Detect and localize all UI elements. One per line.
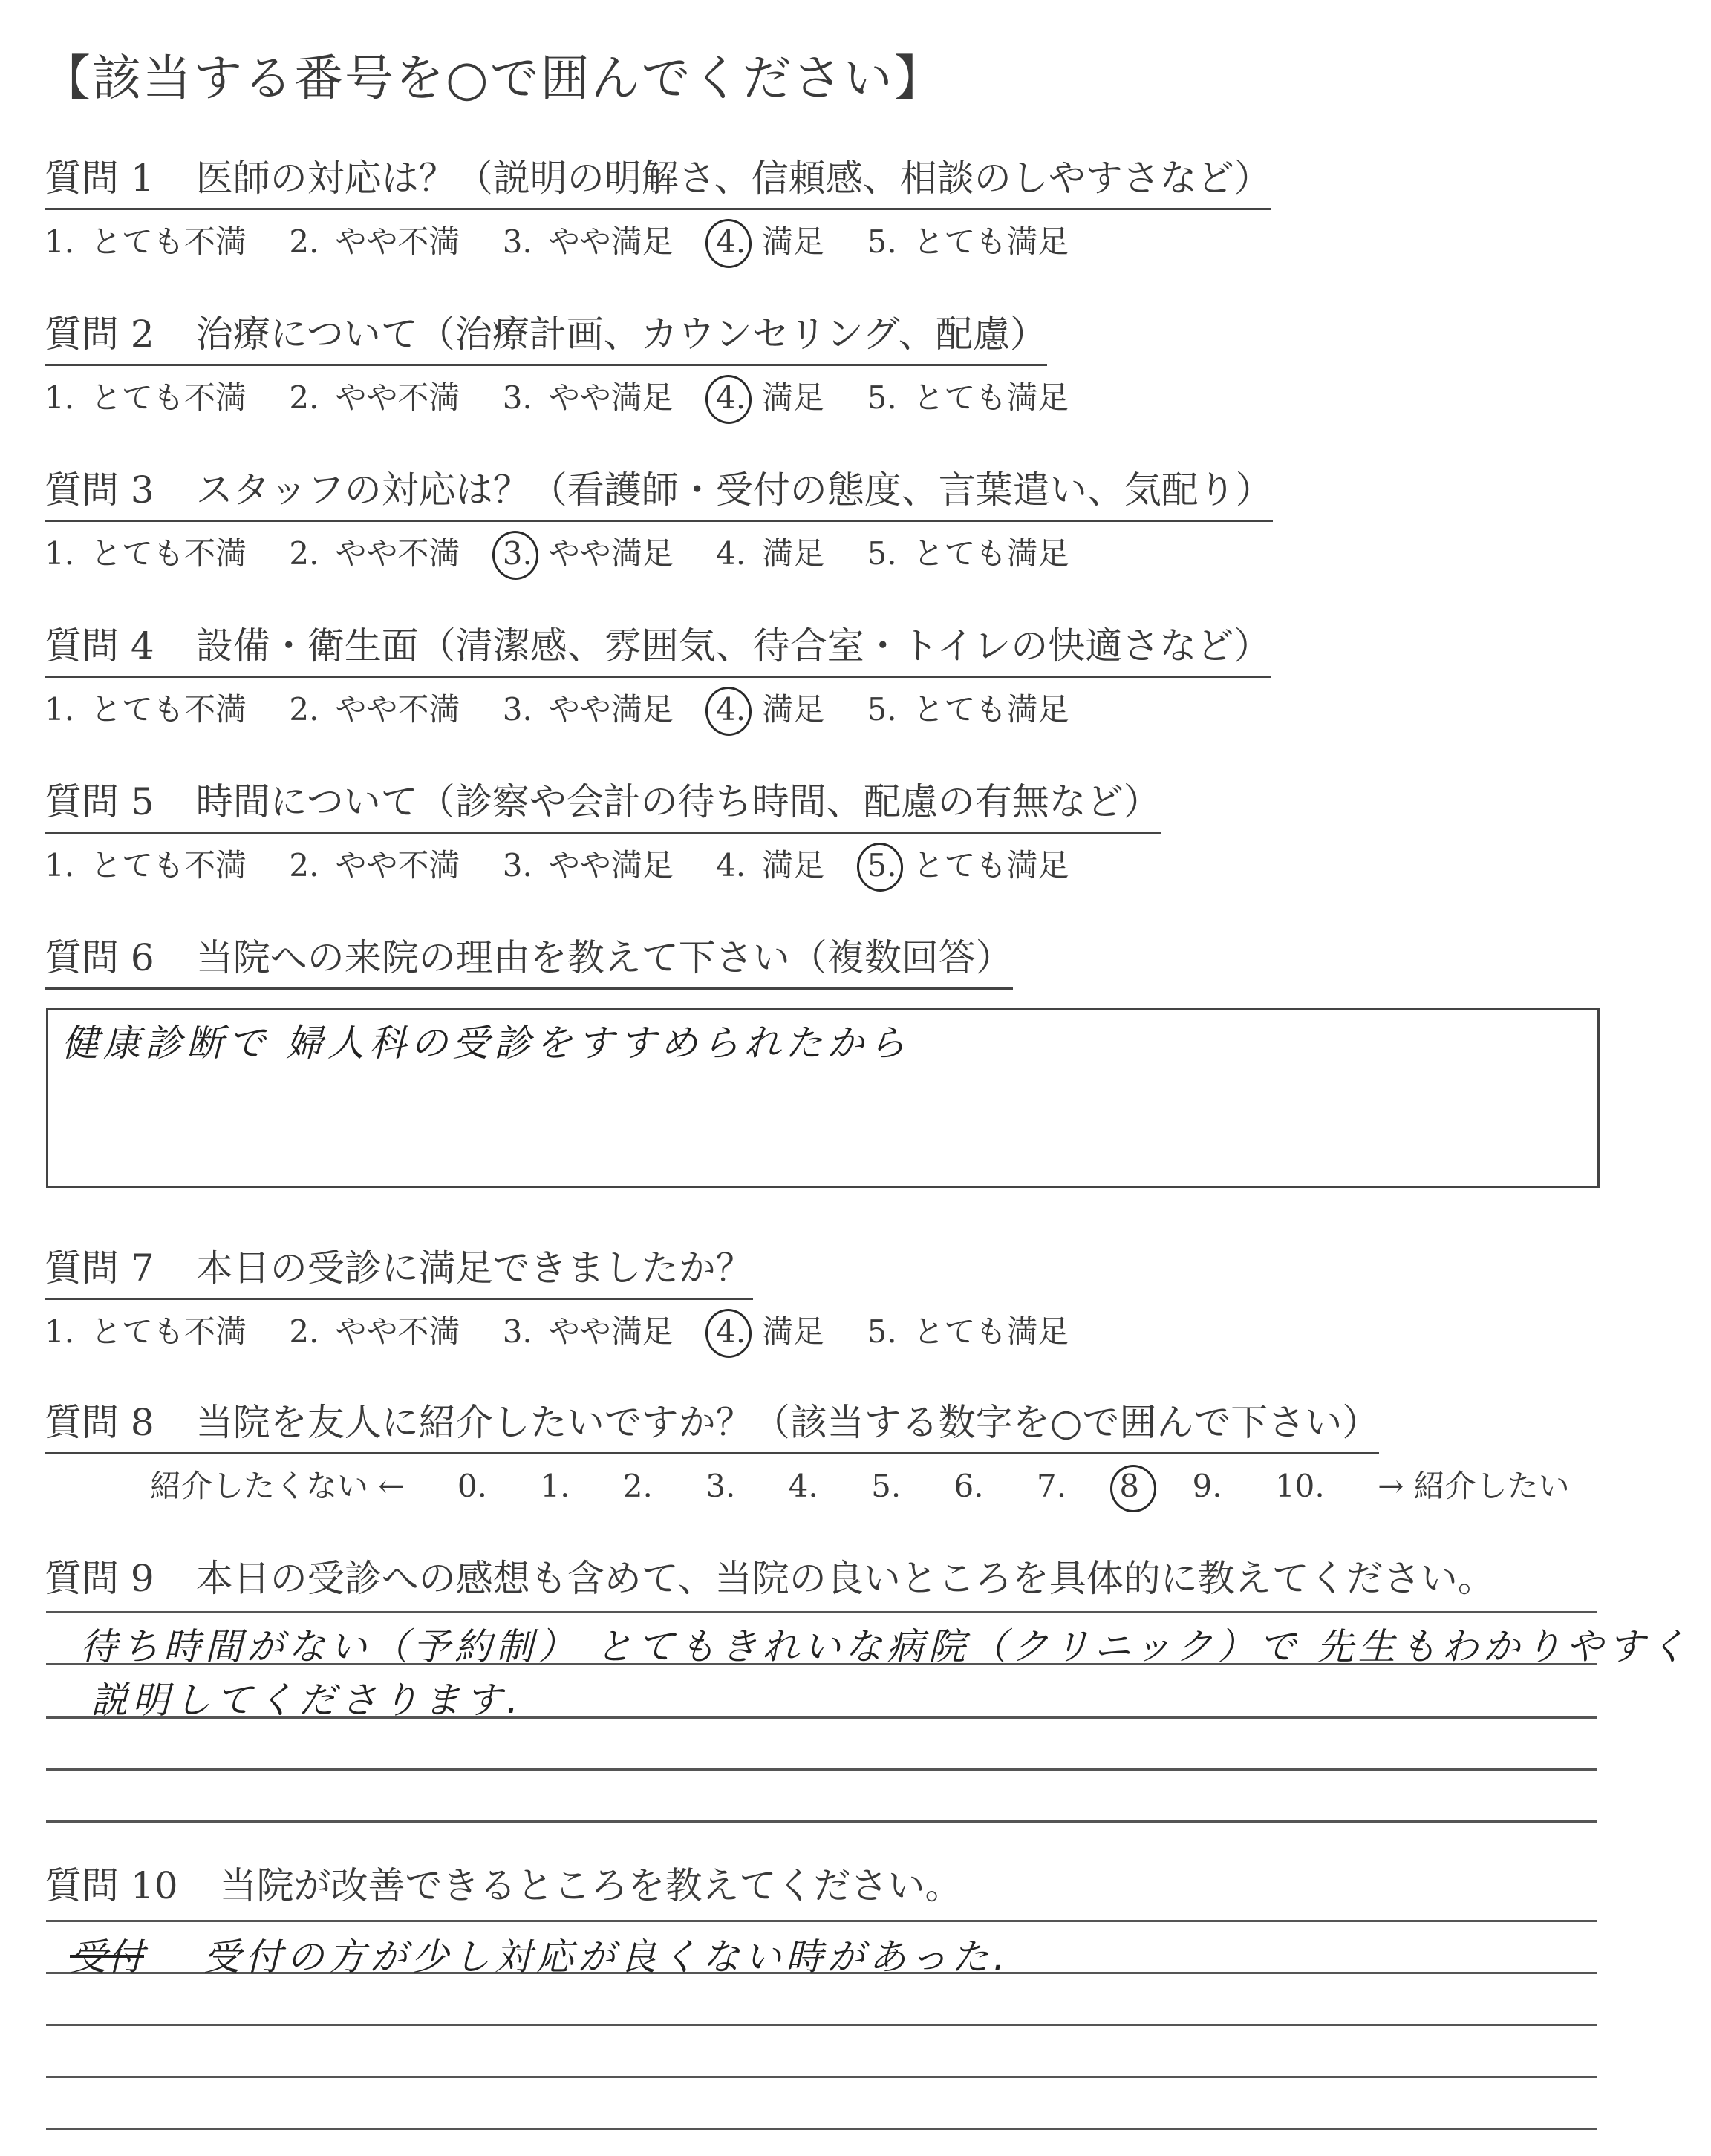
question-number: 質問 3 [45, 468, 154, 512]
handwritten-answer-line-2: 説明してくださります. [91, 1679, 523, 1722]
option-5-circled[interactable]: 5. とても満足 [867, 847, 1069, 883]
answer-options [45, 529, 1273, 574]
option-4-circled[interactable]: 4. 満足 [716, 1313, 825, 1350]
struck-out-text: 受付 [70, 1927, 144, 1981]
scale-6[interactable]: 6. [954, 1468, 984, 1504]
option-3[interactable]: 3. やや満足 [502, 223, 674, 260]
option-5[interactable]: 5. とても満足 [867, 379, 1069, 416]
option-2[interactable]: 2. やや不満 [289, 379, 460, 416]
question-3 [45, 460, 1273, 574]
option-5[interactable]: 5. とても満足 [867, 535, 1069, 572]
option-4-circled[interactable]: 4. 満足 [716, 223, 825, 260]
question-text: 当院が改善できるところを教えてください。 [219, 1864, 962, 1907]
question-text: 当院への来院の理由を教えて下さい（複数回答） [195, 936, 1013, 979]
option-1[interactable]: 1. とても不満 [45, 1313, 247, 1350]
answer-line [46, 1820, 1597, 1823]
question-number: 質問 7 [45, 1247, 154, 1290]
question-number: 質問 9 [45, 1557, 154, 1600]
option-1[interactable]: 1. とても不満 [45, 847, 247, 883]
scale-5[interactable]: 5. [871, 1468, 902, 1504]
scale-4[interactable]: 4. [788, 1468, 818, 1504]
answer-line [46, 2024, 1597, 2026]
option-1[interactable]: 1. とても不満 [45, 223, 247, 260]
option-2[interactable]: 2. やや不満 [289, 691, 460, 728]
option-4[interactable]: 4. 満足 [716, 847, 825, 883]
scale-9[interactable]: 9. [1192, 1468, 1222, 1504]
recommend-scale [45, 1462, 1613, 1506]
option-2[interactable]: 2. やや不満 [289, 535, 460, 572]
question-text: 治療について（治療計画、カウンセリング、配慮） [195, 313, 1047, 356]
scale-7[interactable]: 7. [1036, 1468, 1067, 1504]
scale-left-label: 紹介したくない ← [150, 1468, 405, 1504]
scale-right-label: → 紹介したい [1378, 1468, 1570, 1504]
question-text: スタッフの対応は？（看護師・受付の態度、言葉遣い、気配り） [195, 468, 1273, 512]
question-7 [45, 1238, 1102, 1352]
option-3-circled[interactable]: 3. やや満足 [502, 535, 674, 572]
scale-3[interactable]: 3. [705, 1468, 736, 1504]
question-2 [45, 304, 1102, 418]
option-2[interactable]: 2. やや不満 [289, 1313, 460, 1350]
question-1 [45, 148, 1271, 262]
option-2[interactable]: 2. やや不満 [289, 847, 460, 883]
answer-options [45, 1307, 1102, 1352]
option-4-circled[interactable]: 4. 満足 [716, 379, 825, 416]
option-1[interactable]: 1. とても不満 [45, 535, 247, 572]
question-6 [45, 928, 1013, 990]
handwritten-answer: 健康診断で 婦人科の受診をすすめられたから [62, 1022, 910, 1065]
handwritten-answer [70, 1927, 1009, 1981]
question-number: 質問 1 [45, 157, 154, 200]
question-text: 医師の対応は？（説明の明解さ、信頼感、相談のしやすさなど） [195, 157, 1271, 200]
answer-box[interactable] [46, 1008, 1600, 1188]
option-4-circled[interactable]: 4. 満足 [716, 691, 825, 728]
question-4 [45, 616, 1271, 730]
question-number: 質問 4 [45, 624, 154, 667]
question-text: 設備・衛生面（清潔感、雰囲気、待合室・トイレの快適さなど） [195, 624, 1271, 667]
answer-options [45, 218, 1271, 262]
question-text: 本日の受診への感想も含めて、当院の良いところを具体的に教えてください。 [195, 1557, 1495, 1600]
scale-10[interactable]: 10. [1274, 1468, 1325, 1504]
question-9 [45, 1549, 1495, 1608]
answer-options [45, 373, 1102, 418]
question-5 [45, 772, 1161, 886]
option-4[interactable]: 4. 満足 [716, 535, 825, 572]
option-3[interactable]: 3. やや満足 [502, 379, 674, 416]
question-number: 質問 2 [45, 313, 154, 356]
form-instruction: 【該当する番号を○で囲んでください】 [42, 50, 945, 107]
option-2[interactable]: 2. やや不満 [289, 223, 460, 260]
answer-options [45, 685, 1271, 730]
question-10 [45, 1856, 962, 1915]
answer-line [46, 2076, 1597, 2078]
question-number: 質問 5 [45, 780, 154, 823]
answer-line [46, 1768, 1597, 1771]
scale-2[interactable]: 2. [622, 1468, 653, 1504]
option-5[interactable]: 5. とても満足 [867, 691, 1069, 728]
answer-line [46, 1920, 1597, 1922]
handwritten-answer-text: 受付の方が少し対応が良くない時があった. [203, 1936, 1010, 1979]
option-3[interactable]: 3. やや満足 [502, 1313, 674, 1350]
question-text: 時間について（診察や会計の待ち時間、配慮の有無など） [195, 780, 1161, 823]
option-5[interactable]: 5. とても満足 [867, 1313, 1069, 1350]
question-number: 質問 6 [45, 936, 154, 979]
answer-options [45, 841, 1161, 886]
handwritten-answer-line-1: 待ち時間がない（予約制） とてもきれいな病院（クリニック）で 先生もわかりやすく [80, 1625, 1691, 1668]
answer-line [46, 2128, 1597, 2130]
question-number: 質問 10 [45, 1864, 178, 1907]
question-text: 当院を友人に紹介したいですか？（該当する数字を○で囲んで下さい） [195, 1401, 1380, 1444]
scale-8-circled[interactable]: 8 [1119, 1468, 1140, 1504]
option-5[interactable]: 5. とても満足 [867, 223, 1069, 260]
question-8 [45, 1393, 1613, 1506]
answer-line [46, 1611, 1597, 1613]
question-number: 質問 8 [45, 1401, 154, 1444]
option-1[interactable]: 1. とても不満 [45, 691, 247, 728]
option-3[interactable]: 3. やや満足 [502, 847, 674, 883]
scale-1[interactable]: 1. [540, 1468, 570, 1504]
scale-0[interactable]: 0. [457, 1468, 487, 1504]
question-text: 本日の受診に満足できましたか？ [195, 1247, 753, 1290]
option-1[interactable]: 1. とても不満 [45, 379, 247, 416]
option-3[interactable]: 3. やや満足 [502, 691, 674, 728]
